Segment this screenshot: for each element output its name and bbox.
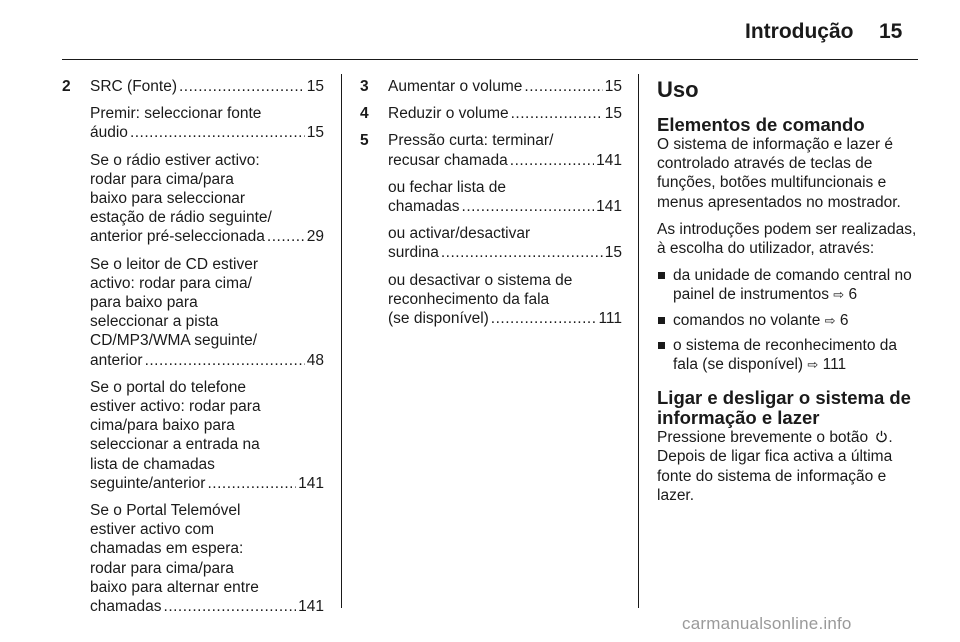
toc-line: [388, 104, 622, 123]
page-ref: 15: [604, 78, 622, 95]
paragraph: [388, 271, 622, 329]
dot-leader: [164, 597, 297, 616]
paragraph: [90, 255, 324, 370]
bullet-ref: 6: [844, 286, 858, 304]
paragraph: [90, 104, 324, 142]
toc-text: anterior pré-seleccionada: [90, 228, 265, 246]
paragraph-intro: O sistema de informação e lazer é controlado através de teclas de funções, botões multifuncionais e menus apresentados no mostrador.: [657, 136, 901, 211]
text-line: ou desactivar o sistema de: [388, 271, 573, 289]
bullet-ref: 111: [818, 356, 847, 374]
page-ref: 141: [298, 598, 324, 616]
header-rule: [62, 59, 918, 60]
toc-line: [90, 227, 324, 246]
toc-text: áudio: [90, 124, 128, 142]
paragraph: [90, 151, 324, 247]
toc-line: [388, 151, 622, 170]
paragraph: [90, 77, 324, 96]
text-line: rodar para cima/para: [90, 170, 234, 188]
dot-leader: [491, 309, 597, 328]
paragraph: [90, 378, 324, 493]
column-2-entries: [360, 77, 622, 328]
toc-line: [388, 309, 622, 328]
text-line: para baixo para: [90, 294, 198, 312]
text-line: cima/para baixo para: [90, 417, 235, 435]
text-line: Se o portal do telefone: [90, 378, 246, 396]
toc-line: [90, 77, 324, 96]
continuation-entry: [360, 224, 622, 262]
toc-line: [90, 597, 324, 616]
page-ref: 141: [298, 474, 324, 492]
reference-arrow-icon: ⇨: [824, 312, 836, 328]
bullet-ref: 6: [835, 311, 849, 329]
section-heading-uso: Uso: [657, 77, 699, 102]
dot-leader: [130, 123, 305, 142]
watermark: carmanualsonline.info: [682, 614, 852, 633]
column-1: [62, 77, 324, 624]
paragraph: [90, 501, 324, 616]
dot-leader: [511, 104, 603, 123]
page-number: 15: [879, 20, 903, 43]
bullet-square: [658, 317, 665, 324]
bullet-list: [657, 266, 921, 374]
toc-text: SRC (Fonte): [90, 78, 177, 95]
text-line: Premir: seleccionar fonte: [90, 105, 262, 123]
text-line: Se o Portal Telemóvel: [90, 502, 241, 520]
toc-line: [90, 351, 324, 370]
text-line: CD/MP3/WMA seguinte/: [90, 332, 258, 350]
toc-text: seguinte/anterior: [90, 474, 206, 492]
paragraph: [388, 77, 622, 96]
bullet-square: [658, 342, 665, 349]
paragraph-power: Pressione brevemente o botão . Depois de ligar fica activa a última fonte do sistema de informação e lazer.: [657, 429, 893, 504]
page-ref: 141: [596, 198, 622, 216]
page-ref: 15: [306, 78, 324, 95]
text-line: estiver activo: rodar para: [90, 398, 261, 416]
entry-2-paragraphs: [90, 77, 324, 616]
bullet-item: [657, 311, 921, 330]
text-line: activo: rodar para cima/: [90, 274, 252, 292]
page-ref: 29: [306, 228, 324, 246]
column-divider-left: [341, 74, 342, 608]
bullet-text: o sistema de reconhecimento da fala (se disponível): [673, 336, 898, 374]
toc-text: chamadas: [388, 198, 460, 216]
toc-line: [388, 77, 622, 96]
paragraph-options: As introduções podem ser realizadas, à escolha do utilizador, através:: [657, 220, 917, 258]
entry-number: 3: [360, 78, 369, 95]
text-line: seleccionar a pista: [90, 313, 219, 331]
reference-arrow-icon: ⇨: [807, 357, 819, 373]
column-3: [657, 77, 921, 513]
toc-text: surdina: [388, 244, 439, 262]
toc-line: [388, 243, 622, 262]
page-ref: 48: [306, 351, 324, 369]
page-ref: 15: [306, 124, 324, 142]
bullet-square: [658, 272, 665, 279]
control-entry-3: [360, 77, 622, 96]
toc-text: chamadas: [90, 598, 162, 616]
text-line: baixo para alternar entre: [90, 578, 259, 596]
text-line: ou activar/desactivar: [388, 225, 531, 243]
page-ref: 111: [598, 310, 622, 328]
dot-leader: [179, 77, 305, 96]
column-2: [360, 77, 622, 336]
power-icon: [875, 429, 888, 442]
dot-leader: [207, 474, 296, 493]
toc-text: recusar chamada: [388, 151, 508, 169]
bullet-item: [657, 266, 921, 304]
paragraph: [388, 178, 622, 216]
toc-line: [90, 474, 324, 493]
dot-leader: [510, 151, 594, 170]
control-entry-5: [360, 131, 622, 169]
dot-leader: [145, 351, 305, 370]
toc-line: [388, 197, 622, 216]
dot-leader: [441, 243, 603, 262]
subheading-ligar: Ligar e desligar o sistema de informação e lazer: [657, 387, 911, 429]
page-ref: 15: [604, 244, 622, 262]
dot-leader: [267, 227, 305, 246]
text-line: seleccionar a entrada na: [90, 436, 260, 454]
text-line: baixo para seleccionar: [90, 190, 246, 208]
toc-text: Aumentar o volume: [388, 78, 523, 95]
toc-line: [90, 123, 324, 142]
text-line: chamadas em espera:: [90, 540, 244, 558]
text-line: Pressão curta: terminar/: [388, 132, 554, 150]
text-line: Se o leitor de CD estiver: [90, 255, 258, 273]
text-line: estiver activo com: [90, 521, 215, 539]
subheading-elementos: Elementos de comando: [657, 114, 865, 135]
paragraph: [388, 224, 622, 262]
paragraph: [388, 104, 622, 123]
paragraph: [388, 131, 622, 169]
text-line: lista de chamadas: [90, 455, 215, 473]
toc-text: anterior: [90, 351, 143, 369]
control-entry-4: [360, 104, 622, 123]
page-ref: 15: [604, 105, 622, 123]
bullet-text: comandos no volante: [673, 311, 825, 329]
page-title: Introdução: [745, 20, 854, 43]
bullet-text: da unidade de comando central no painel de instrumentos: [673, 267, 912, 304]
reference-arrow-icon: ⇨: [833, 287, 845, 303]
toc-text: (se disponível): [388, 310, 489, 328]
continuation-entry: [360, 178, 622, 216]
text-line: Se o rádio estiver activo:: [90, 151, 260, 169]
bullet-item: [657, 336, 921, 374]
control-entry-2: [62, 77, 324, 616]
column-divider-right: [638, 74, 639, 608]
entry-number: 4: [360, 105, 369, 123]
entry-number: 5: [360, 132, 369, 150]
entry-number: 2: [62, 78, 71, 95]
text-line: ou fechar lista de: [388, 178, 507, 196]
text-line: estação de rádio seguinte/: [90, 209, 272, 227]
dot-leader: [524, 77, 602, 96]
text-line: rodar para cima/para: [90, 559, 234, 577]
dot-leader: [462, 197, 595, 216]
text-line: reconhecimento da fala: [388, 290, 550, 308]
toc-text: Reduzir o volume: [388, 105, 509, 123]
page-ref: 141: [596, 151, 622, 169]
continuation-entry: [360, 271, 622, 329]
